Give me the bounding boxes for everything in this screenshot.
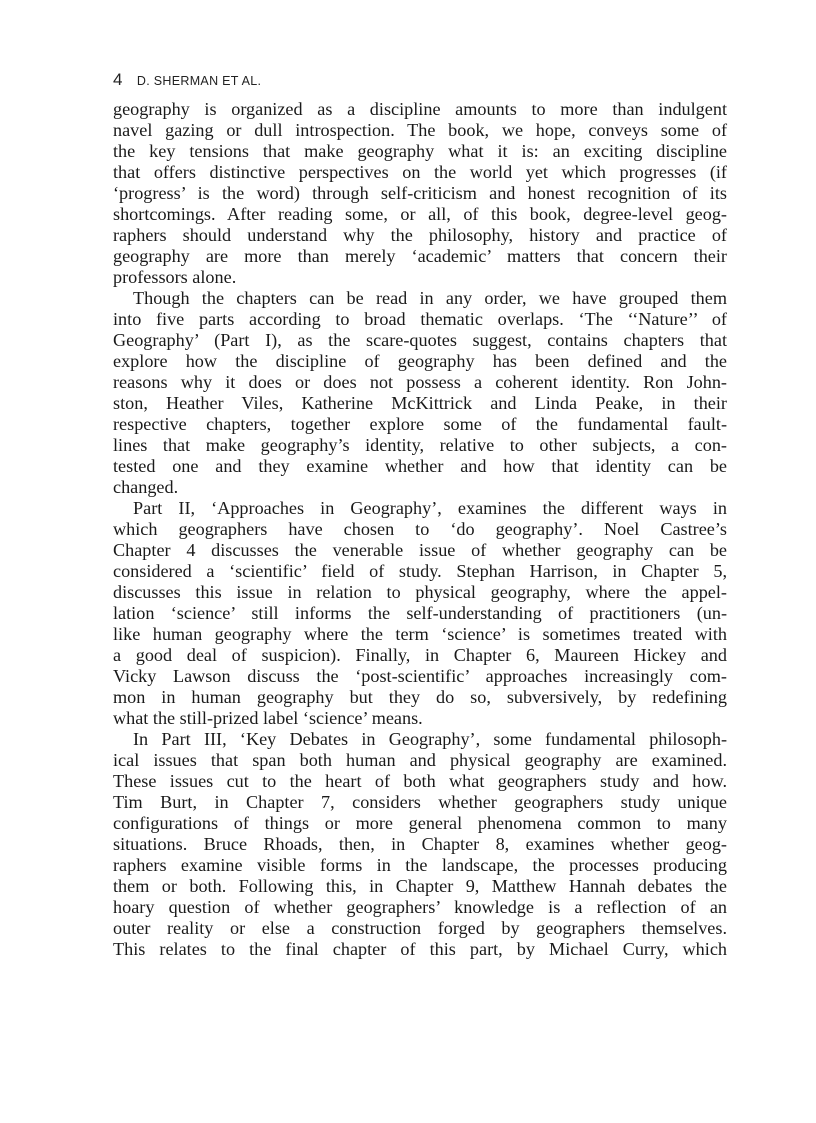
- text-line: configurations of things or more general phenomena common to many: [113, 813, 727, 833]
- paragraph: [113, 288, 727, 498]
- text-line: a good deal of suspicion). Finally, in Chapter 6, Maureen Hickey and: [113, 645, 727, 665]
- text-line: ‘progress’ is the word) through self-criticism and honest recognition of its: [113, 183, 727, 203]
- text-line: Part II, ‘Approaches in Geography’, examines the different ways in: [133, 498, 727, 518]
- page-number: 4: [113, 70, 123, 89]
- text-line: lation ‘science’ still informs the self-understanding of practitioners (un-: [113, 603, 727, 623]
- text-line: hoary question of whether geographers’ knowledge is a reflection of an: [113, 897, 727, 917]
- text-line: mon in human geography but they do so, subversively, by redefining: [113, 687, 727, 707]
- running-head: [113, 70, 261, 90]
- text-line: like human geography where the term ‘science’ is sometimes treated with: [113, 624, 727, 644]
- text-line: reasons why it does or does not possess a coherent identity. Ron John-: [113, 372, 727, 392]
- text-line: the key tensions that make geography what it is: an exciting discipline: [113, 141, 727, 161]
- text-line: navel gazing or dull introspection. The book, we hope, conveys some of: [113, 120, 727, 140]
- body-text: [113, 99, 727, 960]
- text-line: considered a ‘scientific’ field of study. Stephan Harrison, in Chapter 5,: [113, 561, 727, 581]
- text-line: Though the chapters can be read in any order, we have grouped them: [133, 288, 727, 308]
- text-line: raphers should understand why the philosophy, history and practice of: [113, 225, 727, 245]
- text-line: This relates to the final chapter of this part, by Michael Curry, which: [113, 939, 727, 959]
- paragraph: [113, 99, 727, 288]
- text-line: changed.: [113, 477, 179, 497]
- text-line: These issues cut to the heart of both what geographers study and how.: [113, 771, 727, 791]
- running-head-authors: D. SHERMAN ET AL.: [136, 74, 262, 88]
- text-line: geography are more than merely ‘academic’ matters that concern their: [113, 246, 727, 266]
- text-line: Chapter 4 discusses the venerable issue of whether geography can be: [113, 540, 727, 560]
- text-line: Vicky Lawson discuss the ‘post-scientific’ approaches increasingly com-: [113, 666, 727, 686]
- text-line: that offers distinctive perspectives on the world yet which progresses (if: [113, 162, 727, 182]
- text-line: shortcomings. After reading some, or all, of this book, degree-level geog-: [113, 204, 727, 224]
- text-line: Tim Burt, in Chapter 7, considers whether geographers study unique: [113, 792, 727, 812]
- text-line: ston, Heather Viles, Katherine McKittrick and Linda Peake, in their: [113, 393, 727, 413]
- text-line: professors alone.: [113, 267, 237, 287]
- text-line: explore how the discipline of geography has been defined and the: [113, 351, 727, 371]
- text-line: what the still-prized label ‘science’ means.: [113, 708, 423, 728]
- text-line: situations. Bruce Rhoads, then, in Chapter 8, examines whether geog-: [113, 834, 727, 854]
- text-line: into five parts according to broad thematic overlaps. ‘The ‘‘Nature’’ of: [113, 309, 727, 329]
- text-line: geography is organized as a discipline amounts to more than indulgent: [113, 99, 727, 119]
- text-line: lines that make geography’s identity, relative to other subjects, a con-: [113, 435, 727, 455]
- text-line: tested one and they examine whether and how that identity can be: [113, 456, 727, 476]
- text-line: them or both. Following this, in Chapter 9, Matthew Hannah debates the: [113, 876, 727, 896]
- text-line: respective chapters, together explore some of the fundamental fault-: [113, 414, 727, 434]
- text-line: discusses this issue in relation to physical geography, where the appel-: [113, 582, 727, 602]
- text-line: ical issues that span both human and physical geography are examined.: [113, 750, 727, 770]
- text-line: raphers examine visible forms in the landscape, the processes producing: [113, 855, 727, 875]
- text-line: which geographers have chosen to ‘do geography’. Noel Castree’s: [113, 519, 727, 539]
- paragraph: [113, 729, 727, 960]
- text-line: outer reality or else a construction forged by geographers themselves.: [113, 918, 727, 938]
- text-line: In Part III, ‘Key Debates in Geography’, some fundamental philosoph-: [133, 729, 727, 749]
- paragraph: [113, 498, 727, 729]
- text-line: Geography’ (Part I), as the scare-quotes suggest, contains chapters that: [113, 330, 727, 350]
